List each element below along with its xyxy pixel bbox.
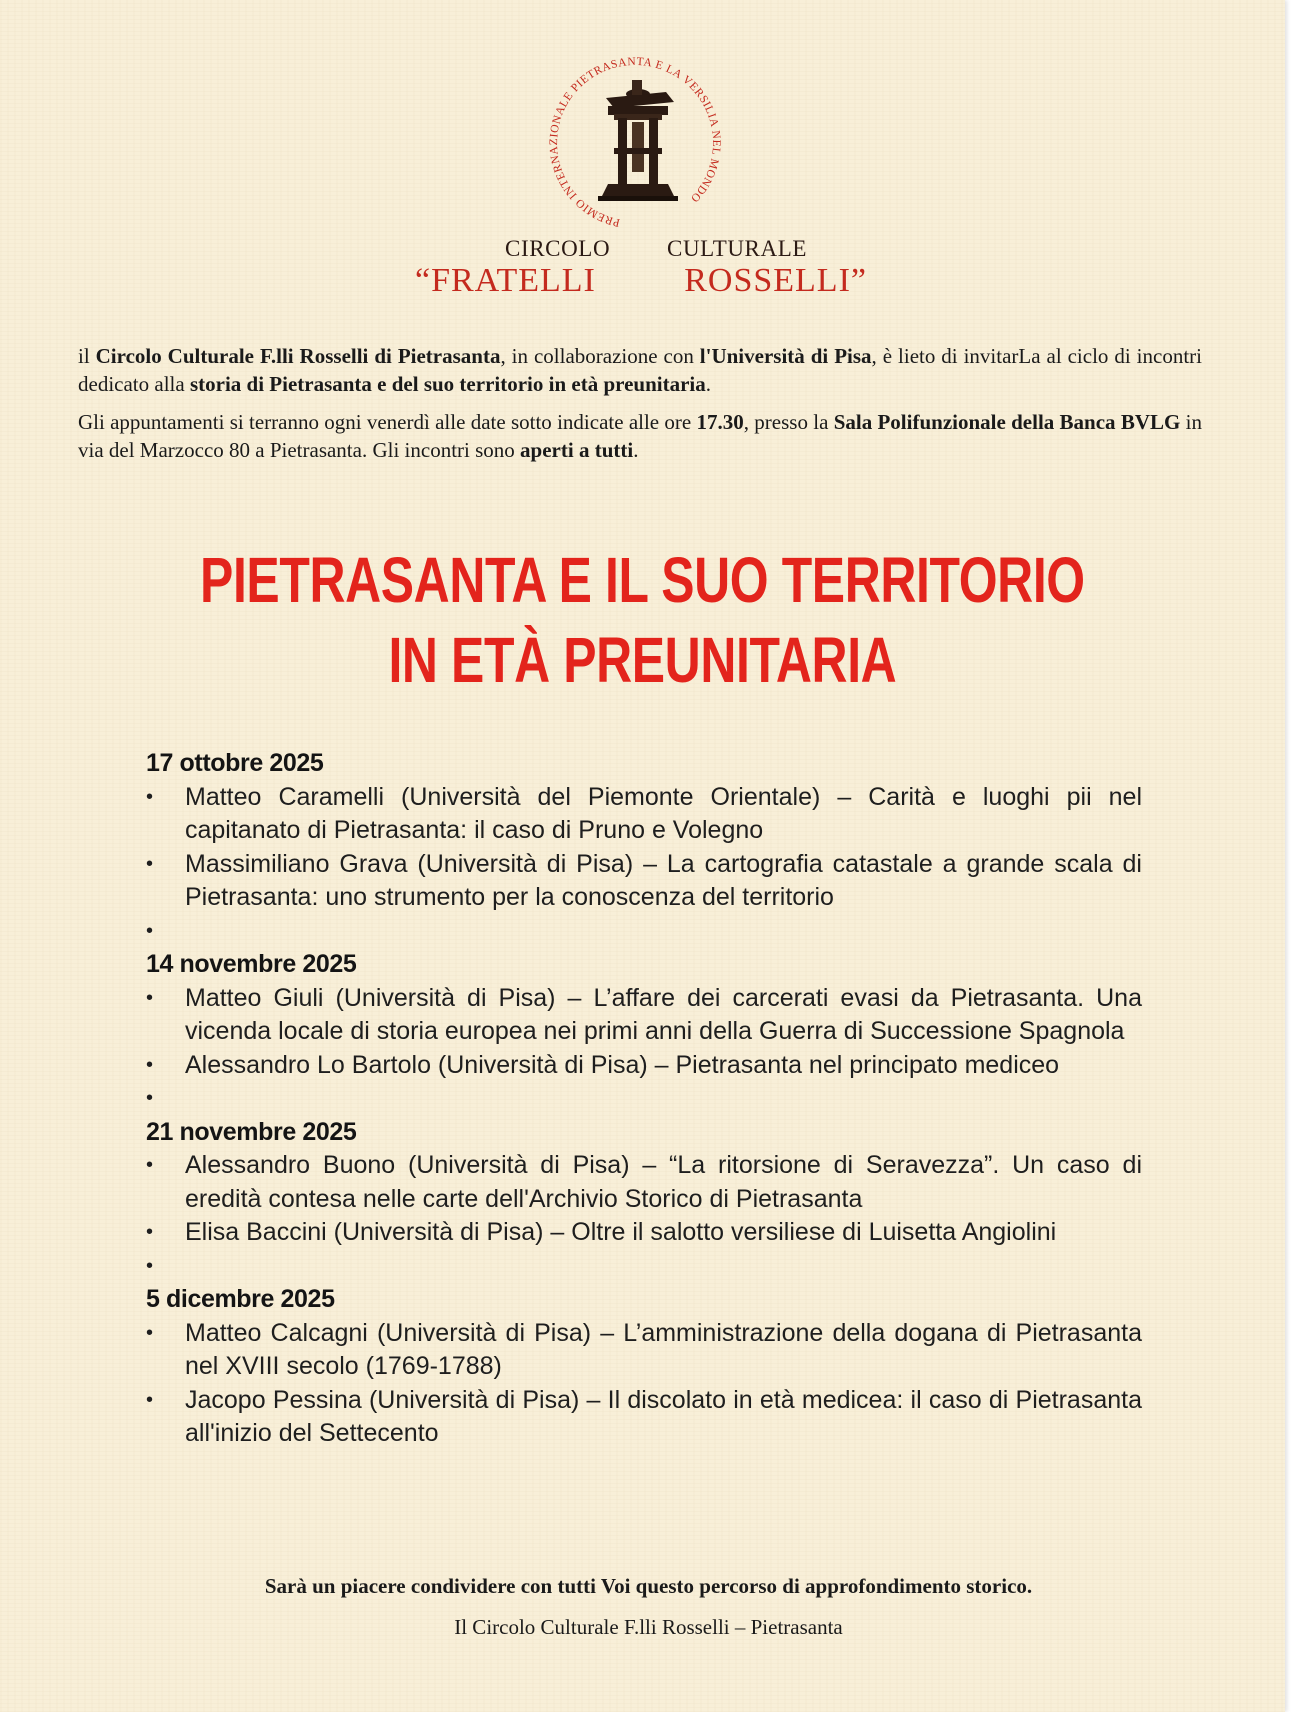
talk-text: Elisa Baccini (Università di Pisa) – Oltre il salotto versiliese di Luisetta Angiolini [185, 1218, 1057, 1246]
empty-bullet-row [146, 1082, 1142, 1116]
talk-item [146, 1216, 1142, 1250]
intro-text-run: Gli appuntamenti si terranno ogni venerdì alle date sotto indicate alle ore [78, 410, 697, 434]
fratelli-rosselli-label [415, 262, 867, 300]
page-title [141, 540, 1143, 700]
talk-text: Massimiliano Grava (Università di Pisa) – La cartografia catastale a grande scala di Pietrasanta: uno strumento per la conoscenza del territorio [185, 849, 1142, 911]
logo-ring-text: PREMIO INTERNAZIONALE PIETRASANTA E LA VERSILIA NEL MONDO [548, 56, 722, 229]
intro-text-run: , presso la [743, 410, 834, 434]
title-line-1: PIETRASANTA E IL SUO TERRITORIO [200, 544, 1085, 616]
talk-item [146, 1317, 1142, 1384]
intro-text-run: storia di Pietrasanta e del suo territorio in età preunitaria [189, 372, 706, 396]
talk-text: Alessandro Buono (Università di Pisa) – “La ritorsione di Seravezza”. Un caso di eredità contesa nelle carte dell'Archivio Storico di Pietrasanta [185, 1151, 1142, 1213]
bullet-icon: • [146, 785, 154, 808]
intro-text-run: . [705, 372, 711, 396]
bullet-icon: • [146, 1254, 154, 1277]
talk-text: Jacopo Pessina (Università di Pisa) – Il discolato in età medicea: il caso di Pietrasanta all'inizio del Settecento [185, 1385, 1142, 1447]
fratelli-word: “FRATELLI [415, 262, 596, 299]
intro-text-run: in via del Marzocco 80 a Pietrasanta. Gli incontri sono [78, 410, 1202, 462]
intro-text-run: , in collaborazione con [500, 344, 700, 368]
talk-item [146, 1149, 1142, 1216]
talk-text: Matteo Caramelli (Università del Piemonte Orientale) – Carità e luoghi pii nel capitanato di Pietrasanta: il caso di Pruno e Volegno [185, 782, 1142, 844]
talk-item [146, 848, 1142, 915]
talk-item [146, 1049, 1142, 1083]
bullet-icon: • [146, 919, 154, 942]
talk-text: Alessandro Lo Bartolo (Università di Pisa) – Pietrasanta nel principato mediceo [185, 1050, 1060, 1079]
bullet-icon: • [146, 1388, 154, 1411]
premio-logo [548, 56, 722, 242]
closing-line: Sarà un piacere condividere con tutti Voi questo percorso di approfondimento storico. [264, 1574, 1033, 1598]
circolo-culturale-label [505, 236, 807, 262]
circolo-word: CIRCOLO [505, 236, 611, 261]
intro-text-run: Circolo Culturale F.lli Rosselli di Pietrasanta [95, 344, 501, 368]
bullet-icon: • [146, 1221, 154, 1243]
event-date: 5 dicembre 2025 [146, 1285, 335, 1313]
bullet-icon: • [146, 1053, 154, 1076]
bullet-icon: • [146, 1321, 154, 1344]
bullet-icon: • [146, 986, 154, 1009]
signature-line: Il Circolo Culturale F.lli Rosselli – Pietrasanta [454, 1615, 843, 1639]
sculptor-stand-icon [598, 80, 678, 201]
intro-text-run: 17.30 [696, 410, 744, 434]
talk-item [146, 1384, 1142, 1451]
event-date: 21 novembre 2025 [146, 1117, 357, 1146]
intro-text-run: il [78, 344, 96, 368]
bullet-icon: • [146, 1087, 154, 1109]
event-schedule [146, 747, 1142, 1451]
event-date: 17 ottobre 2025 [146, 749, 324, 777]
empty-bullet-row [146, 915, 1142, 949]
intro-text-run: aperti a tutti [520, 438, 634, 462]
intro-text [78, 342, 1202, 474]
talk-text: Matteo Calcagni (Università di Pisa) – L’amministrazione della dogana di Pietrasanta nel XVIII secolo (1769-1788) [185, 1318, 1142, 1380]
empty-bullet-row [146, 1250, 1142, 1284]
intro-text-run: Sala Polifunzionale della Banca BVLG [833, 410, 1181, 434]
intro-text-run: l'Università di Pisa [699, 344, 872, 368]
bullet-icon: • [146, 852, 154, 875]
talk-item [146, 781, 1142, 848]
talk-item [146, 982, 1142, 1049]
rosselli-word: ROSSELLI” [684, 262, 867, 299]
intro-paragraph-2 [78, 408, 1202, 464]
culturale-word: CULTURALE [667, 236, 807, 261]
title-line-2: IN ETÀ PREUNITARIA [388, 624, 897, 696]
intro-text-run: , è lieto di invitarLa al ciclo di incontri dedicato alla [78, 344, 1202, 396]
bullet-icon: • [146, 1154, 154, 1176]
intro-text-run: . [633, 438, 639, 462]
talk-text: Matteo Giuli (Università di Pisa) – L’affare dei carcerati evasi da Pietrasanta. Una vicenda locale di storia europea nei primi anni della Guerra di Successione Spagnola [185, 983, 1142, 1045]
intro-paragraph-1 [78, 342, 1202, 398]
event-date: 14 novembre 2025 [146, 950, 357, 978]
